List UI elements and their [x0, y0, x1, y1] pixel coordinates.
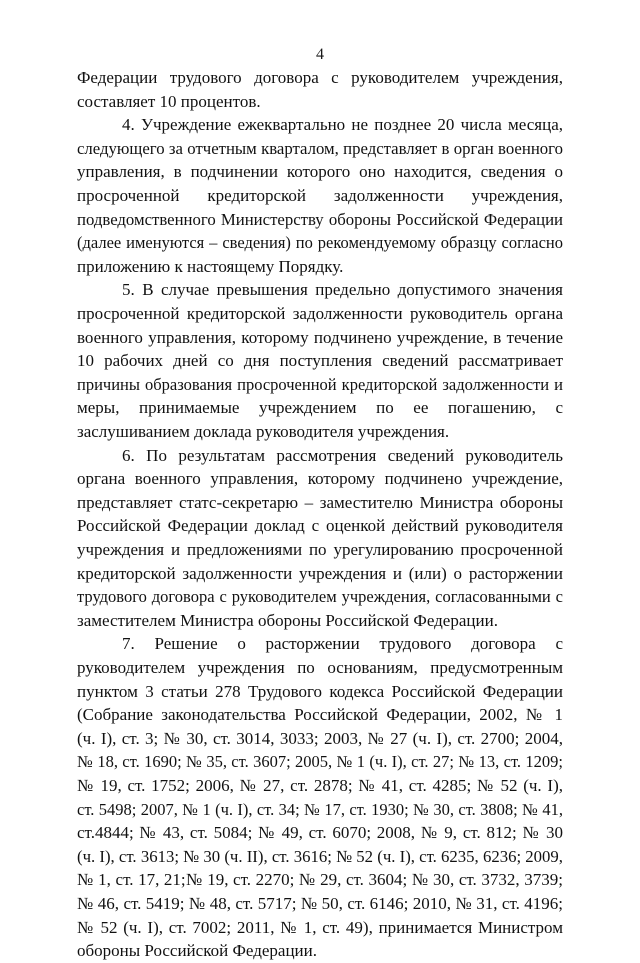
text-line: руководителем учреждения по основаниям, предусмотренным	[77, 658, 563, 677]
text-line: 6. По результатам рассмотрения сведений руководитель	[122, 445, 563, 465]
text-line: 5. В случае превышения предельно допустимого значения	[122, 280, 563, 300]
text-line: (ч. I), ст. 3613; № 30 (ч. II), ст. 3616; № 52 (ч. I), ст. 6235, 6236; 2009,	[77, 846, 563, 866]
text-line: просроченной кредиторской задолженности учреждения,	[77, 186, 563, 205]
text-line: просроченной кредиторской задолженности руководитель органа	[77, 304, 563, 323]
text-line: причины образования просроченной кредиторской задолженности и	[77, 374, 563, 394]
text-line: приложению к настоящему Порядку.	[77, 256, 344, 276]
text-line: (далее именуются – сведения) по рекомендуемому образцу согласно	[77, 233, 563, 253]
text-line: следующего за отчетным кварталом, представляет в орган военного	[77, 138, 563, 158]
text-line: кредиторской задолженности учреждения и (или) о расторжении	[77, 563, 563, 583]
text-line: обороны Российской Федерации.	[77, 941, 317, 961]
text-line: пунктом 3 статьи 278 Трудового кодекса Российской Федерации	[77, 681, 563, 701]
text-line: Федерации трудового договора с руководителем учреждения,	[77, 68, 563, 87]
text-line: 4. Учреждение ежеквартально не позднее 20 числа месяца,	[122, 115, 563, 135]
text-line: меры, принимаемые учреждением по ее погашению, с	[77, 398, 563, 418]
text-line: учреждения и предложениями по урегулированию просроченной	[77, 540, 563, 559]
text-line: Российской Федерации доклад с оценкой действий руководителя	[77, 516, 563, 536]
text-line: ст.4844; № 43, ст. 5084; № 49, ст. 6070; 2008, № 9, ст. 812; № 30	[77, 823, 563, 843]
text-line: 10 рабочих дней со дня поступления сведений рассматривает	[77, 351, 563, 371]
text-line: трудового договора с руководителем учреждения, согласованными с	[77, 587, 563, 607]
text-line: (Собрание законодательства Российской Федерации, 2002, № 1	[77, 705, 563, 725]
text-line: 7. Решение о расторжении трудового договора с	[122, 634, 563, 654]
text-line: подведомственного Министерству обороны Российской Федерации	[77, 209, 563, 229]
text-line: органа военного управления, которому подчинено учреждение,	[77, 469, 563, 489]
text-line: № 1, ст. 17, 21;№ 19, ст. 2270; № 29, ст. 3604; № 30, ст. 3732, 3739;	[77, 870, 563, 890]
page-number: 4	[316, 46, 324, 63]
text-line: (ч. I), ст. 3; № 30, ст. 3014, 3033; 2003, № 27 (ч. I), ст. 2700; 2004,	[77, 728, 563, 748]
text-line: военного управления, которому подчинено учреждение, в течение	[77, 327, 563, 347]
text-line: заслушиванием доклада руководителя учреждения.	[77, 422, 450, 441]
text-line: заместителем Министра обороны Российской Федерации.	[77, 610, 498, 630]
text-line: представляет статс-секретарю – заместителю Министра обороны	[77, 492, 563, 512]
text-line: ст. 5498; 2007, № 1 (ч. I), ст. 34; № 17, ст. 1930; № 30, ст. 3808; № 41,	[77, 799, 563, 819]
text-line: № 19, ст. 1752; 2006, № 27, ст. 2878; № 41, ст. 4285; № 52 (ч. I),	[77, 776, 563, 795]
text-line: № 46, ст. 5419; № 48, ст. 5717; № 50, ст. 6146; 2010, № 31, ст. 4196;	[77, 894, 563, 913]
text-line: № 52 (ч. I), ст. 7002; 2011, № 1, ст. 49), принимается Министром	[77, 917, 563, 937]
text-line: составляет 10 процентов.	[77, 91, 261, 111]
text-line: управления, в подчинении которого оно находится, сведения о	[77, 162, 563, 182]
text-line: № 18, ст. 1690; № 35, ст. 3607; 2005, № 1 (ч. I), ст. 27; № 13, ст. 1209;	[77, 752, 563, 772]
